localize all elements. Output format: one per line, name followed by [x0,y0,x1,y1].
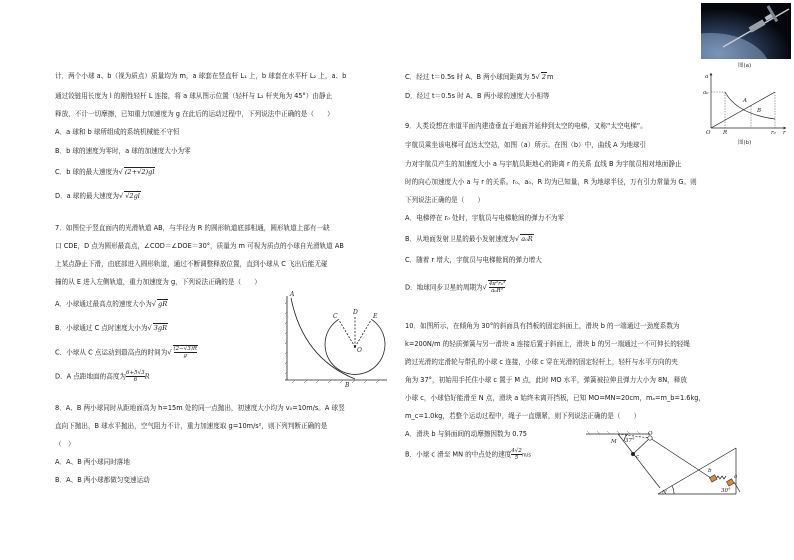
q10-stem-line-6: m_c=1.0kg，若整个运动过程中，绳子一直绷紧，则下列说法正确的是（ ） [405,412,641,420]
q9-option-b: B．从地面发射卫星的最小发射速度为√ a₀R [405,235,533,243]
q10-stopper [734,482,740,492]
q10-stem-line-1: 10．如图所示，在倾角为 30°的斜面具有挡板的固定斜面上，滑块 b 的一端通过一劲度系数为 [405,322,680,330]
q10-stem-line-4: 角为 37°，初始用手托住小球 c 置于 M 点，此时 MO 水平，弹簧被拉伸且弹力大小为 8N，释放 [405,376,687,384]
graph-label-curve-a: A [743,98,747,104]
q7-radius-oc [339,319,356,347]
graph-label-r0: r₀ [771,130,776,136]
q8-stem-line-2: 直向下抛出，B 球水平抛出，空气阻力不计，重力加速度取 g=10m/s²，则下列判断正确的是 [55,422,328,430]
q7-option-d: D．A 点距地面的高度为 $\frac{6+5√3}{6}$ R [55,370,150,383]
graph-label-r: r [783,130,786,136]
q7-label-a: A [290,291,295,298]
q7-label-c: C [333,313,338,320]
q7-label-o: O [357,347,362,354]
q9-stem-line-5: 下列说法正确的是（ ） [405,196,485,204]
q7-track-ab [291,298,355,379]
q10-label-b: b [708,468,712,474]
q9-stem-line-2: 宇航员乘坐该电梯可直达太空站，如图（a）所示。在图（b）中，曲线 A 为地球引 [405,141,647,149]
q6-stem-line-3: 释放，不计一切摩擦，已知重力加速度为 g 在此后的运动过程中，下列说法中正确的是（ ） [55,110,334,118]
q6-option-a: A．a 球和 b 球所组成的系统机械能不守恒 [55,128,180,136]
q6-stem-line-2: 通过铰链用长度为 l 的刚性轻杆 L 连接，将 a 球从图示位置（轻杆与 L₂ 杆夹角为 45°）由静止 [55,92,333,100]
q9-acceleration-graph [703,70,789,138]
q10-block-b [709,475,717,482]
q10-label-o: O [648,431,653,437]
fig-b-caption: 图(b) [738,140,752,146]
q7-option-b: B．小球通过 C 点时速度大小为√ 3gR [55,324,168,332]
q7-radius-oe [355,319,372,347]
q7-track-figure [285,288,389,392]
q9-option-a: A．电梯停在 r₀ 处时，宇航员与电梯舱间的弹力不为零 [405,214,565,222]
q10-ball-c [631,452,635,456]
q8-option-d: D．经过 t＝0.5s 时 A、B 两小球的速度大小相等 [405,92,550,100]
q9-stem-line-4: 时的向心加速度大小 a 与 r 的关系。r₀、a₀、R 均为已知量，R 为地球半径，万有引力常量为 G。则 [405,178,697,186]
graph-label-a: a [705,74,709,80]
q6-option-d: D．a 球的最大速度为√ √2gl [55,192,140,200]
q10-rope-to-c [633,438,650,454]
q9-stem-line-1: 9．人类设想在赤道平面内建造垂直于地面并延伸到太空的电梯，又称“太空电梯”。 [405,122,647,130]
q7-label-d: D [353,309,358,316]
q7-stem-line-1: 7．如图位于竖直面内的光滑轨道 AB，与半径为 R 的圆形轨道底部相通，圆形轨道上部有一缺 [55,224,330,232]
q10-label-c: c [636,454,640,460]
q6-stem-line-1: 计．两个小球 a、b（视为质点）质量均为 m，a 球套在竖直杆 L₁ 上，b 球套在水平杆 L₂ 上，a、b [55,72,347,80]
q10-block-a [726,479,734,486]
q7-label-b: B [345,382,350,389]
q10-angle-30-arc [672,486,674,494]
q8-option-c: C．经过 t＝0.5s 时 A、B 两小球间距离为 5√ 2m [405,73,554,81]
q9-option-c: C．随着 r 增大，宇航员与电梯舱间的弹力增大 [405,256,542,264]
q8-option-b: B．A、B 两小球都做匀变速运动 [55,476,150,484]
q10-option-a: A．滑块 b 与斜面间的动摩擦因数为 0.75 [405,430,527,438]
q6-option-c: C．b 球的最大速度为√ (2+√2)gl [55,168,155,176]
q10-stem-line-3: 跨过光滑的定滑轮与带孔的小球 c 连接，小球 c 穿在光滑的固定轻杆上，轻杆与水平方向的夹 [405,358,678,366]
q8-stem-line-1: 8．A、B 两小球同时从距地面高为 h=15m 处的同一点抛出，初速度大小均为 v₀=10m/s。A 球竖 [55,404,345,412]
q7-option-a: A．小球通过最高点的速度大小为√ gR [55,300,168,308]
graph-label-line-b: B [757,108,762,114]
q9-option-d: D．地球同步卫星的周期为√ $\frac{\text{4π²r₀³}}{\text{a₀R²}}$ [405,281,506,294]
q8-stem-line-3: （ ） [55,440,75,448]
q10-label-a: a [734,474,738,480]
space-elevator-photo [701,3,791,59]
q6-option-b: B．b 球的速度为零时，a 球的加速度大小为零 [55,147,191,155]
graph-label-origin: O [706,130,711,136]
graph-label-r-earth: R [723,130,728,136]
q9-stem-line-3: 力对宇航员产生的加速度大小 a 与宇航员距地心的距离 r 的关系 直线 B 为宇航员相对地面静止 [405,160,682,168]
q10-rope-to-b [650,438,714,480]
q10-option-b: B．小球 c 滑至 MN 的中点处的速度 $\frac{4√2}{5}$ m/s [405,448,531,461]
q8-option-a: A．A、B 两小球同时落地 [55,458,130,466]
q10-spring [716,476,726,479]
q10-stem-line-2: k=200N/m 的轻质弹簧与另一滑块 a 连接后置于斜面上，滑块 b 的另一端通过一不可伸长的轻绳 [405,340,690,348]
fig-a-caption: 图(a) [738,63,752,69]
q10-label-angle30: 30° [721,488,731,494]
q10-label-n: N [662,490,667,496]
q7-option-c: C．小球从 C 点运动到最高点的时间为√ $\frac{(2-√3)R}{g}$ [55,346,198,359]
graph-label-a0: a₀ [703,90,709,96]
q10-stem-line-5: 小球 c，小球恰好能滑至 N 点，滑块 a 始终未离开挡板，已知 MO=MN=20cm，mₐ=m_b=1.6kg， [405,394,706,402]
q10-label-angle37: 37° [625,438,635,444]
q7-stem-line-2: 口 CDE，D 点为圆形最高点，∠COD＝∠DOE＝30°，质量为 m 可视为质点的小球自光滑轨道 AB [55,242,344,250]
q7-stem-line-4: 撞的从 E 进入左侧轨道，重力加速度为 g，下列说法正确的是（ ） [55,278,261,286]
q7-stem-line-3: 上某点静止下滑，由底部进入圆形轨道，通过不断调整释放位置，直到小球从 C 飞出后能无碰 [55,260,328,268]
q10-label-m: M [611,439,617,445]
q7-label-e: E [373,313,378,320]
q10-incline-figure [578,430,748,500]
